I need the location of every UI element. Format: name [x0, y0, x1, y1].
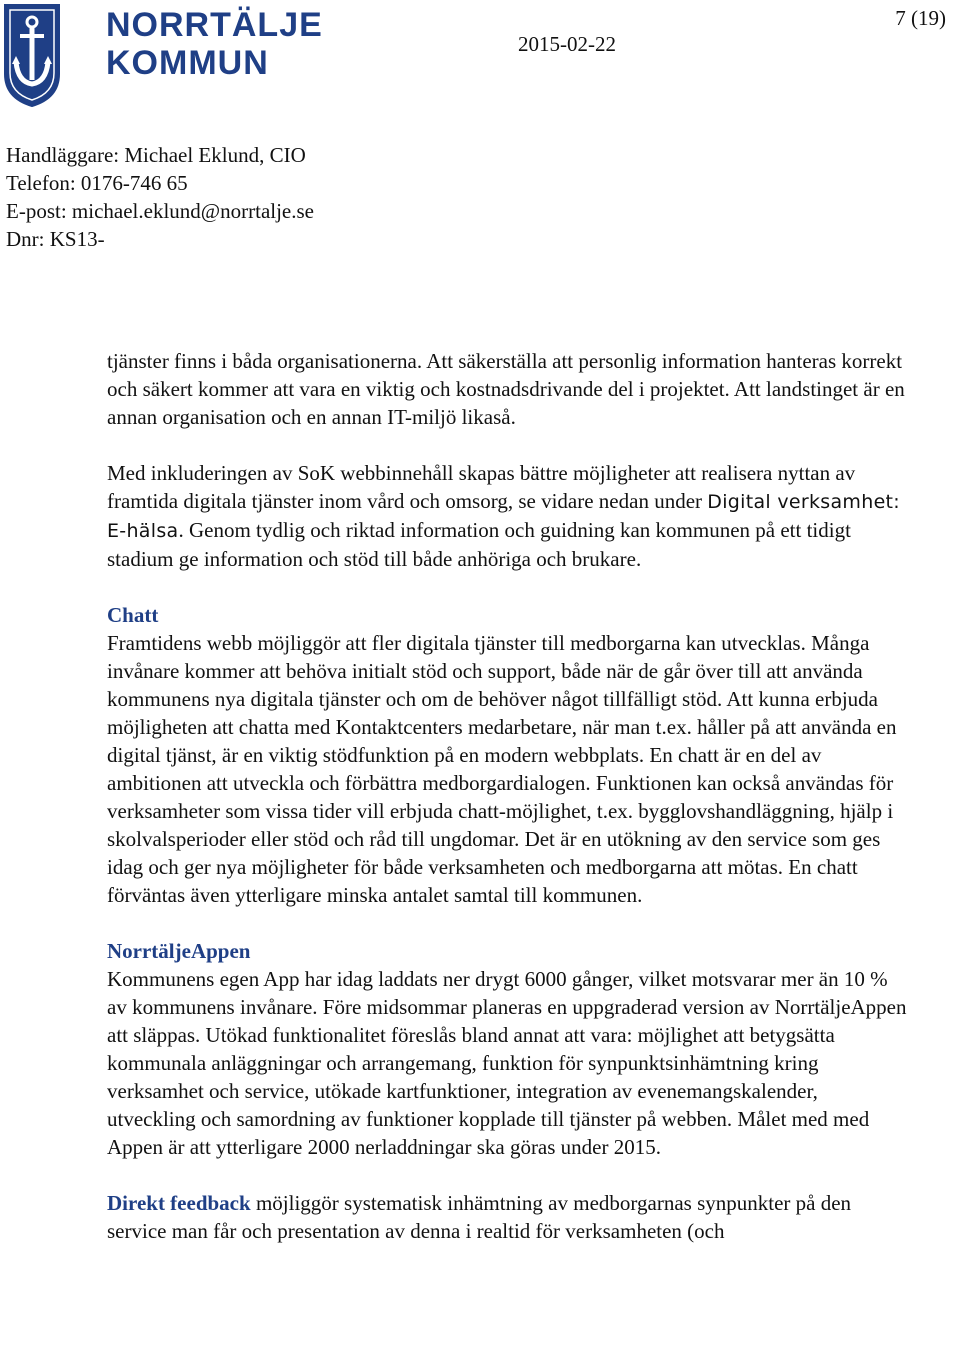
handler-line: Handläggare: Michael Eklund, CIO — [6, 143, 306, 167]
email-line: E-post: michael.eklund@norrtalje.se — [6, 199, 314, 223]
app-heading: NorrtäljeAppen — [107, 939, 251, 963]
municipality-logo-shield-icon — [2, 2, 62, 108]
chatt-paragraph: Framtidens webb möjliggör att fler digitala tjänster till medborgarna kan utvecklas. Många invånare kommer att behöva initialt stöd och support, både när de går över till att använda kommunens nya digitala tjänster och om de behöver något tillfälligt stöd. Att kunna erbjuda möjligheten att chatta med Kontaktcenters medarbetare, när man t.ex. håller på att använda en digital tjänst, är en viktig stödfunktion på en modern webbplats. En chatt är en del av ambitionen att utveckla och förbättra medborgardialogen. Funktionen kan också användas för verksamheter som vissa tider vill erbjuda chatt-möjlighet, t.ex. bygglovshandläggning, hjälp i skolvalsperioder eller stöd och råd till ungdomar. Det är en utökning av den service som ges idag och ger nya möjligheter för både verksamheten och medborgarna att mötas. En chatt förväntas även ytterligare minska antalet samtal till kommunen. — [107, 631, 897, 907]
paragraph-sok-part1: Med inkluderingen av SoK webbinnehåll skapas bättre möjligheter att realisera nyttan av framtida digitala tjänster inom vård och omsorg, se vidare nedan under — [107, 461, 856, 513]
document-meta — [6, 141, 314, 253]
document-date: 2015-02-22 — [518, 32, 616, 56]
ehealth-reference: Digital verksamhet: E-hälsa — [107, 491, 901, 542]
phone-line: Telefon: 0176-746 65 — [6, 171, 188, 195]
dnr-line: Dnr: KS13- — [6, 227, 105, 251]
municipality-logo-text — [106, 6, 323, 82]
paragraph-sok-part2: . Genom tydlig och riktad information och guidning kan kommunen på ett tidigt stadium ge information och stöd till både anhöriga och brukare. — [107, 518, 851, 571]
feedback-heading: Direkt feedback — [107, 1191, 251, 1215]
feedback-paragraph — [107, 1189, 907, 1245]
logo-line-1: NORRTÄLJE — [106, 6, 323, 44]
app-paragraph: Kommunens egen App har idag laddats ner drygt 6000 gånger, vilket motsvarar mer än 10 % av kommunens invånare. Före midsommar planeras en uppgraderad version av NorrtäljeAppen att släppas. Utökad funktionalitet föreslås bland annat att vara: möjlighet att betygsätta kommunala anläggningar och arrangemang, funktion för synpunktsinhämtning kring verksamhet och service, utökade kartfunktioner, integration av evenemangskalender, utveckling och samordning av funktioner kopplade till tjänster på webben. Målet med med Appen är att ytterligare 2000 nerladdningar ska göras under 2015. — [107, 967, 907, 1159]
feedback-text: möjliggör systematisk inhämtning av medborgarnas synpunkter på den service man får och presentation av denna i realtid för verksamheten (och — [107, 1191, 852, 1243]
document-body — [107, 347, 907, 1245]
paragraph-intro: tjänster finns i båda organisationerna. Att säkerställa att personlig information hanteras korrekt och säkert kommer att vara en viktig och kostnadsdrivande del i projektet. Att landstinget är en annan organisation och en annan IT-miljö likaså. — [107, 349, 905, 429]
page-number: 7 (19) — [895, 6, 946, 30]
paragraph-sok — [107, 459, 907, 573]
logo-line-2: KOMMUN — [106, 44, 269, 82]
chatt-heading: Chatt — [107, 603, 159, 627]
